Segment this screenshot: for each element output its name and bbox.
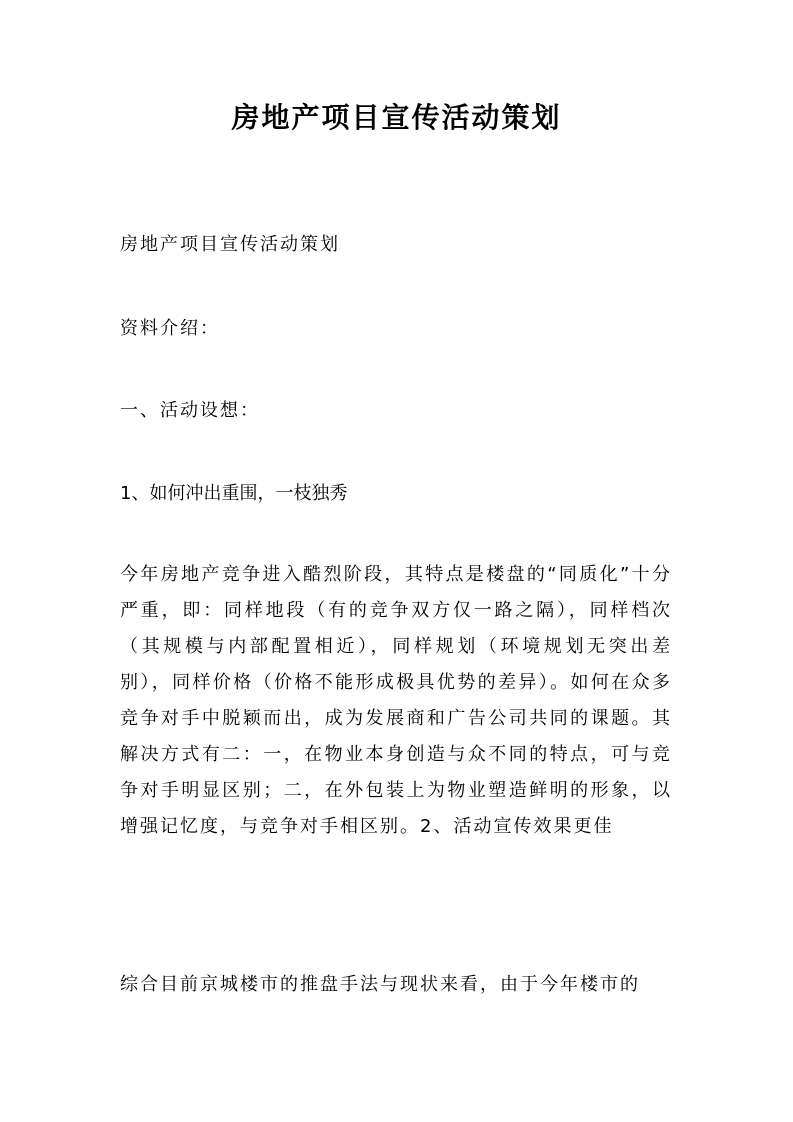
document-subtitle: 房地产项目宣传活动策划 (120, 234, 340, 255)
document-title: 房地产项目宣传活动策划 (231, 101, 562, 134)
item-1-heading: 1、如何冲出重围，一枝独秀 (120, 483, 348, 504)
paragraph-1: 今年房地产竞争进入酷烈阶段，其特点是楼盘的“同质化”十分严重，即：同样地段（有的竞争双方仅一路之隔），同样档次（其规模与内部配置相近），同样规划（环境规划无突出差别），同样价格（价格不能形成极具优势的差异）。如何在众多竞争对手中脱颖而出，成为发展商和广告公司共同的课题。其解决方式有二：一，在物业本身创造与众不同的特点，可与竞争对手明显区别；二，在外包装上为物业塑造鲜明的形象，以增强记忆度，与竞争对手相区别。2、活动宣传效果更佳 (120, 564, 672, 837)
section-1-heading: 一、活动设想： (120, 400, 260, 421)
section-intro-heading: 资料介绍： (120, 318, 220, 339)
paragraph-2: 综合目前京城楼市的推盘手法与现状来看，由于今年楼市的 (120, 974, 640, 995)
